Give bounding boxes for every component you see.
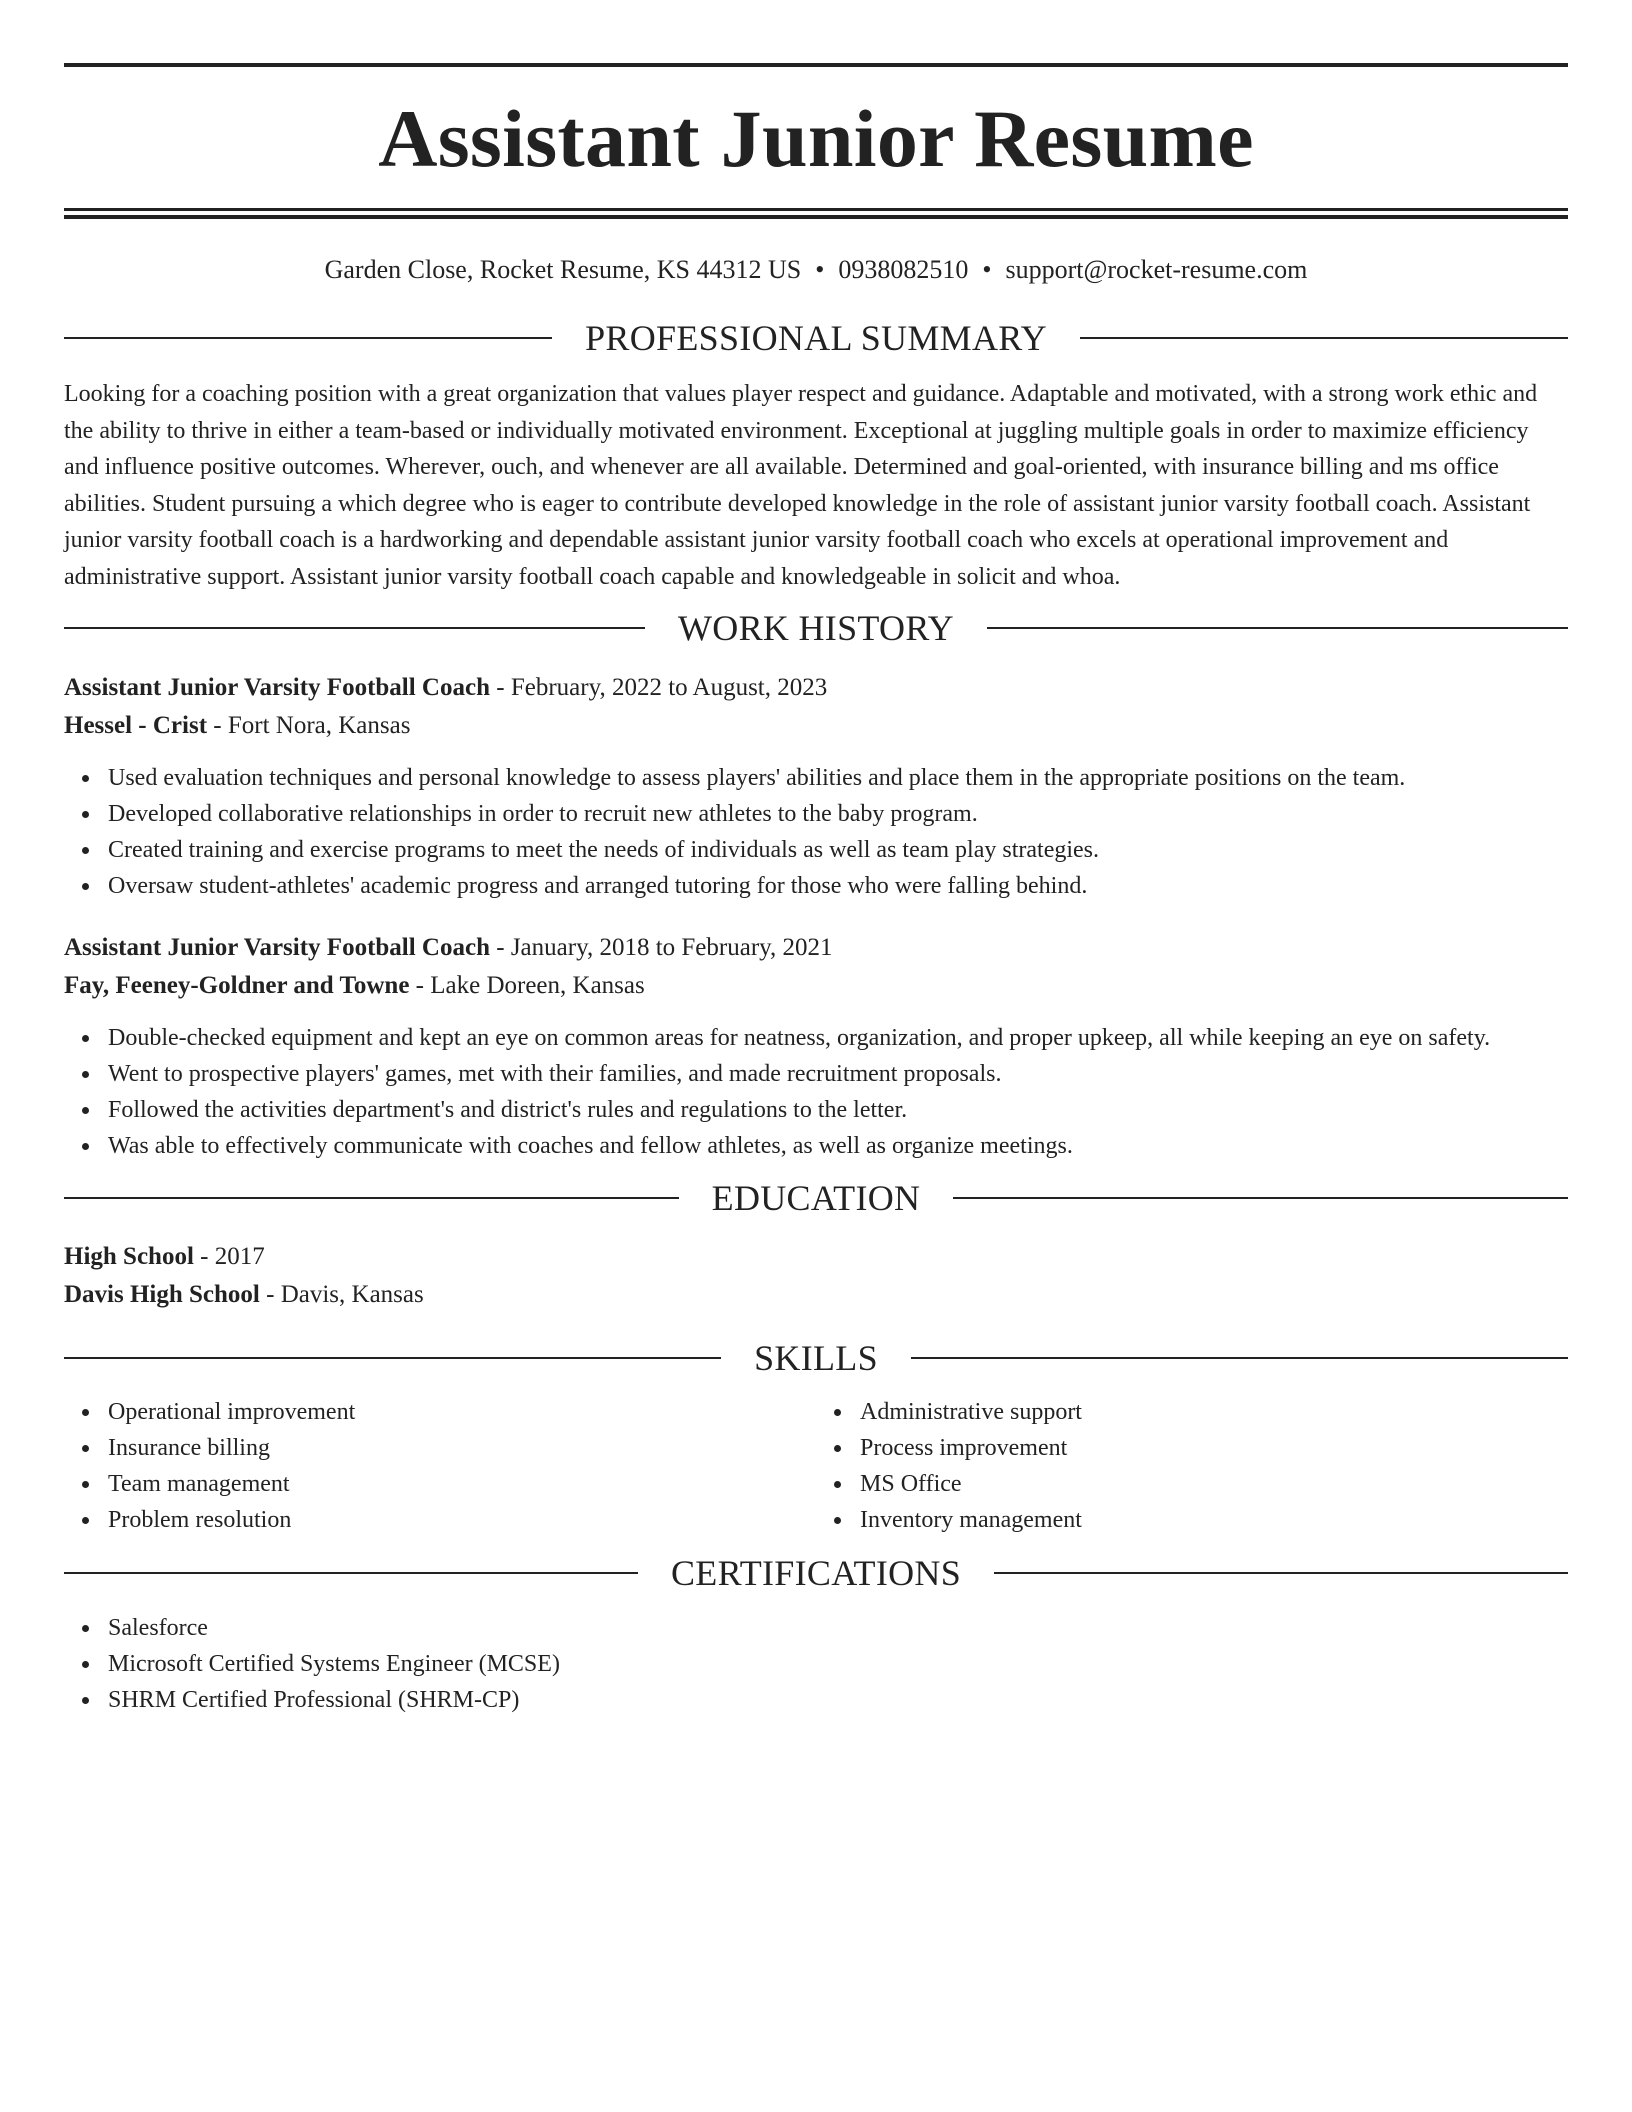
education-heading: EDUCATION xyxy=(711,1178,921,1218)
section-rule xyxy=(64,1357,721,1359)
list-item: Created training and exercise programs to meet the needs of individuals as well as team play strategies. xyxy=(64,832,1568,868)
education-school: Davis High School xyxy=(64,1281,260,1308)
skills-list-right xyxy=(816,1394,1568,1538)
skills-list-left xyxy=(64,1394,816,1538)
job-title-line xyxy=(64,929,1568,967)
certifications-list xyxy=(64,1610,1568,1718)
skills-grid xyxy=(64,1394,1568,1538)
education-degree: High School xyxy=(64,1243,194,1270)
job-location: - Fort Nora, Kansas xyxy=(207,712,411,739)
job-entry xyxy=(64,669,1568,904)
job-duties-list xyxy=(64,760,1568,904)
contact-separator: • xyxy=(815,255,825,284)
summary-text: Looking for a coaching position with a great organization that values player respect and guidance. Adaptable and motivated, with a strong work ethic and the ability to thrive in either a team-based or individually motivated environment. Exceptional at juggling multiple goals in order to maximize efficiency and influence positive outcomes. Wherever, ouch, and whenever are all available. Determined and goal-oriented, with insurance billing and ms office abilities. Student pursuing a which degree who is eager to contribute developed knowledge in the role of assistant junior varsity football coach. Assistant junior varsity football coach is a hardworking and dependable assistant junior varsity football coach who excels at operational improvement and administrative support. Assistant junior varsity football coach capable and knowledgeable in solicit and whoa. xyxy=(64,381,1538,590)
resume-title: Assistant Junior Resume xyxy=(378,93,1254,184)
education-section-header xyxy=(64,1178,1568,1218)
education-location: - Davis, Kansas xyxy=(259,1281,424,1308)
list-item: Developed collaborative relationships in order to recruit new athletes to the baby program. xyxy=(64,796,1568,832)
job-entry xyxy=(64,929,1568,1164)
section-rule xyxy=(64,1197,679,1199)
job-location: - Lake Doreen, Kansas xyxy=(409,972,645,999)
job-duties-list xyxy=(64,1020,1568,1164)
list-item: Administrative support xyxy=(816,1394,1568,1430)
list-item: Followed the activities department's and district's rules and regulations to the letter. xyxy=(64,1092,1568,1128)
work-section-header xyxy=(64,608,1568,648)
list-item: Problem resolution xyxy=(64,1502,816,1538)
list-item: Was able to effectively communicate with coaches and fellow athletes, as well as organize meetings. xyxy=(64,1128,1568,1164)
list-item: Double-checked equipment and kept an eye on common areas for neatness, organization, and proper upkeep, all while keeping an eye on safety. xyxy=(64,1020,1568,1056)
work-heading: WORK HISTORY xyxy=(678,608,954,648)
summary-heading: PROFESSIONAL SUMMARY xyxy=(585,318,1047,358)
list-item: Team management xyxy=(64,1466,816,1502)
section-rule xyxy=(987,627,1568,629)
job-company-line xyxy=(64,967,1568,1005)
list-item: Insurance billing xyxy=(64,1430,816,1466)
section-rule xyxy=(911,1357,1568,1359)
certifications-heading: CERTIFICATIONS xyxy=(670,1553,962,1593)
double-rule xyxy=(64,208,1568,219)
contact-separator: • xyxy=(982,255,992,284)
education-year: - 2017 xyxy=(193,1243,265,1270)
skills-heading: SKILLS xyxy=(754,1338,878,1378)
section-rule xyxy=(64,1572,638,1574)
certifications-section-header xyxy=(64,1553,1568,1593)
education-school-line xyxy=(64,1276,1568,1314)
job-company: Hessel - Crist xyxy=(64,712,208,739)
list-item: Process improvement xyxy=(816,1430,1568,1466)
contact-address: Garden Close, Rocket Resume, KS 44312 US xyxy=(324,255,802,284)
contact-email: support@rocket-resume.com xyxy=(1005,255,1308,284)
section-rule xyxy=(953,1197,1568,1199)
list-item: Microsoft Certified Systems Engineer (MCSE) xyxy=(64,1646,1568,1682)
list-item: Salesforce xyxy=(64,1610,1568,1646)
list-item: Operational improvement xyxy=(64,1394,816,1430)
list-item: MS Office xyxy=(816,1466,1568,1502)
job-dates: - February, 2022 to August, 2023 xyxy=(490,674,828,701)
job-title: Assistant Junior Varsity Football Coach xyxy=(64,674,490,701)
list-item: Oversaw student-athletes' academic progress and arranged tutoring for those who were falling behind. xyxy=(64,868,1568,904)
section-rule xyxy=(994,1572,1568,1574)
summary-section-header xyxy=(64,318,1568,358)
education-degree-line xyxy=(64,1238,1568,1276)
list-item: Used evaluation techniques and personal knowledge to assess players' abilities and place them in the appropriate positions on the team. xyxy=(64,760,1568,796)
education-entry xyxy=(64,1238,1568,1314)
contact-phone: 0938082510 xyxy=(838,255,969,284)
list-item: SHRM Certified Professional (SHRM-CP) xyxy=(64,1682,1568,1718)
job-title: Assistant Junior Varsity Football Coach xyxy=(64,934,490,961)
job-company-line xyxy=(64,707,1568,745)
job-title-line xyxy=(64,669,1568,707)
job-company: Fay, Feeney-Goldner and Towne xyxy=(64,972,410,999)
section-rule xyxy=(64,337,552,339)
contact-line xyxy=(64,255,1568,285)
section-rule xyxy=(64,627,645,629)
job-dates: - January, 2018 to February, 2021 xyxy=(490,934,833,961)
list-item: Inventory management xyxy=(816,1502,1568,1538)
list-item: Went to prospective players' games, met with their families, and made recruitment proposals. xyxy=(64,1056,1568,1092)
section-rule xyxy=(1080,337,1568,339)
skills-section-header xyxy=(64,1338,1568,1378)
